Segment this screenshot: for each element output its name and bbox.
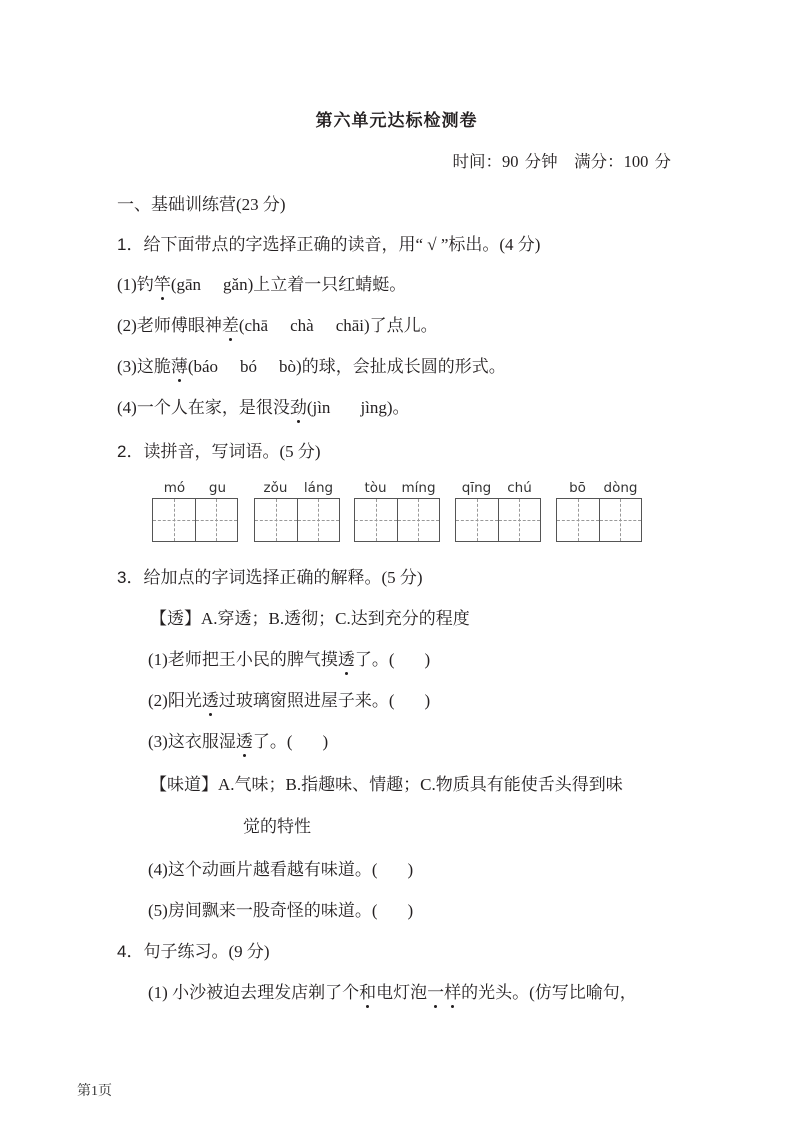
pinyin-option[interactable]: (gān bbox=[170, 275, 202, 294]
q4-item-1: (1) 小沙被迫去理发店剃了个和电灯泡一样的光头。(仿写比喻句， bbox=[148, 978, 637, 1003]
dotted-char: 薄 bbox=[171, 352, 188, 377]
pinyin-option[interactable]: jìng) bbox=[360, 398, 393, 417]
pinyin-label: gu bbox=[208, 480, 227, 496]
writing-grid[interactable] bbox=[556, 498, 642, 542]
dotted-char: 一 bbox=[427, 978, 444, 1003]
page-title: 第六单元达标检测卷 bbox=[315, 111, 478, 131]
q3-item-2: (2)阳光透过玻璃窗照进屋子来。( ) bbox=[148, 686, 430, 711]
definition-weidao-line2: 觉的特性 bbox=[243, 817, 311, 836]
question-2 bbox=[117, 437, 321, 462]
pinyin-label: míng bbox=[401, 480, 436, 496]
q3-item-1: (1)老师把王小民的脾气摸透了。( ) bbox=[148, 645, 430, 670]
question-prompt: 读拼音，写词语。(5 分) bbox=[143, 442, 321, 461]
definition-weidao-line1: 【味道】A.气味；B.指趣味、情趣；C.物质具有能使舌头得到味 bbox=[150, 775, 623, 794]
pinyin-option[interactable]: bò) bbox=[279, 357, 302, 376]
pinyin-label: dòng bbox=[603, 480, 638, 496]
writing-grid[interactable] bbox=[254, 498, 340, 542]
question-number: 2． bbox=[117, 442, 144, 461]
pinyin-label: qīng bbox=[461, 480, 492, 496]
dotted-char: 和 bbox=[359, 978, 376, 1003]
q1-item-2: (2)老师傅眼神差(chā chà chāi)了点儿。 bbox=[117, 311, 438, 336]
dotted-char: 竿 bbox=[154, 270, 171, 295]
question-number: 3． bbox=[117, 568, 144, 587]
question-4 bbox=[117, 937, 270, 962]
question-prompt: 句子练习。(9 分) bbox=[143, 942, 270, 961]
question-number: 4． bbox=[117, 942, 144, 961]
q1-item-1: (1)钓竿(gān gǎn)上立着一只红蜻蜓。 bbox=[117, 270, 406, 295]
pinyin-label: mó bbox=[163, 480, 186, 496]
pinyin-option[interactable]: (jìn bbox=[306, 398, 331, 417]
writing-grid[interactable] bbox=[152, 498, 238, 542]
q1-item-3: (3)这脆薄(báo bó bò)的球，会扯成长圆的形式。 bbox=[117, 352, 506, 377]
pinyin-option[interactable]: bó bbox=[240, 357, 258, 376]
dotted-char: 透 bbox=[236, 727, 253, 752]
dotted-char: 劲 bbox=[290, 393, 307, 418]
writing-grid[interactable] bbox=[354, 498, 440, 542]
q3-item-3: (3)这衣服湿透了。( ) bbox=[148, 727, 328, 752]
dotted-char: 透 bbox=[202, 686, 219, 711]
pinyin-option[interactable]: gǎn) bbox=[223, 275, 254, 294]
exam-meta: 时间：90 分钟 满分：100 分 bbox=[452, 152, 671, 171]
page-number: 第1页 bbox=[77, 1084, 112, 1099]
pinyin-label: tòu bbox=[364, 480, 387, 496]
dotted-char: 透 bbox=[338, 645, 355, 670]
pinyin-option[interactable]: (chā bbox=[238, 316, 269, 335]
pinyin-label: chú bbox=[507, 480, 532, 496]
pinyin-option[interactable]: chāi) bbox=[335, 316, 370, 335]
question-prompt: 给加点的字词选择正确的解释。(5 分) bbox=[143, 568, 423, 587]
definition-tou: 【透】A.穿透；B.透彻；C.达到充分的程度 bbox=[150, 609, 470, 628]
question-3 bbox=[117, 563, 423, 588]
dotted-char: 差 bbox=[222, 311, 239, 336]
question-1 bbox=[117, 230, 540, 255]
q3-item-5: (5)房间飘来一股奇怪的味道。( ) bbox=[148, 901, 414, 920]
pinyin-option[interactable]: (báo bbox=[187, 357, 219, 376]
question-number: 1． bbox=[117, 235, 144, 254]
pinyin-label: bō bbox=[569, 480, 586, 496]
writing-grid[interactable] bbox=[455, 498, 541, 542]
dotted-char: 样 bbox=[444, 978, 461, 1003]
section-heading-basic: 一、基础训练营(23 分) bbox=[117, 195, 286, 214]
pinyin-label: zǒu bbox=[263, 480, 288, 496]
pinyin-label: láng bbox=[303, 480, 334, 496]
q1-item-4: (4)一个人在家，是很没劲(jìn jìng)。 bbox=[117, 393, 410, 418]
q3-item-4: (4)这个动画片越看越有味道。( ) bbox=[148, 860, 414, 879]
pinyin-option[interactable]: chà bbox=[290, 316, 314, 335]
question-prompt: 给下面带点的字选择正确的读音，用“ √ ”标出。(4 分) bbox=[143, 235, 541, 254]
